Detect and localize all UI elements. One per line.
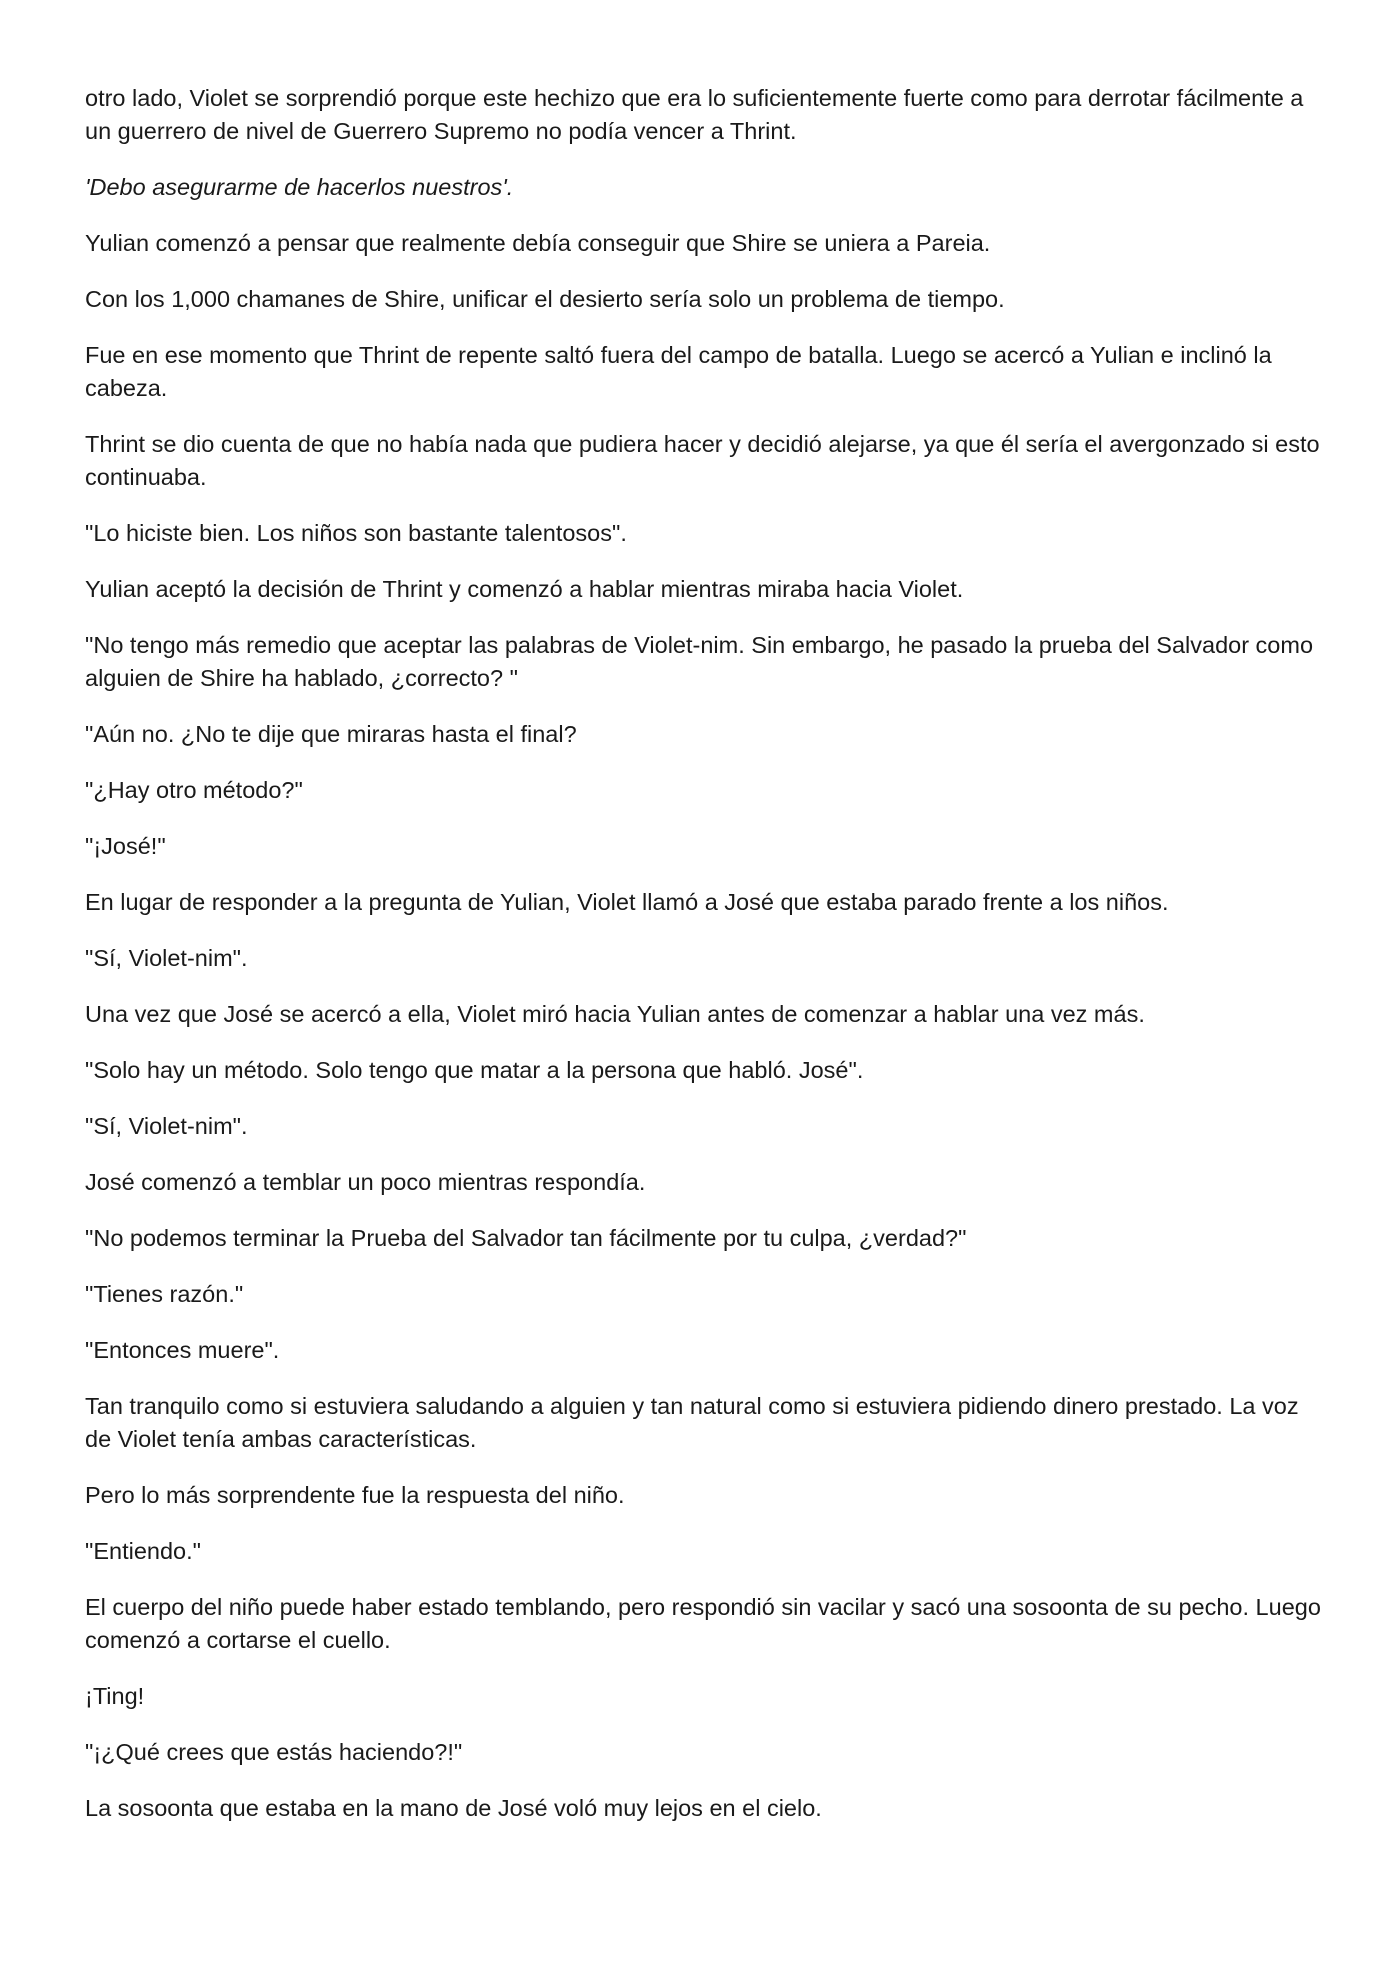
document-body xyxy=(85,82,1330,1848)
paragraph: "¡José!" xyxy=(85,833,166,859)
paragraph: Yulian comenzó a pensar que realmente debía conseguir que Shire se uniera a Pareia. xyxy=(85,230,991,256)
paragraph: "Sí, Violet-nim". xyxy=(85,1113,248,1139)
paragraph: "Aún no. ¿No te dije que miraras hasta el final? xyxy=(85,721,577,747)
paragraph: otro lado, Violet se sorprendió porque este hechizo que era lo suficientemente fuerte como para derrotar fácilmente a un guerrero de nivel de Guerrero Supremo no podía vencer a Thrint. xyxy=(85,85,1304,144)
paragraph: "Entiendo." xyxy=(85,1538,201,1564)
paragraph: Fue en ese momento que Thrint de repente saltó fuera del campo de batalla. Luego se acercó a Yulian e inclinó la cabeza. xyxy=(85,342,1272,401)
paragraph: En lugar de responder a la pregunta de Yulian, Violet llamó a José que estaba parado frente a los niños. xyxy=(85,889,1169,915)
paragraph: José comenzó a temblar un poco mientras respondía. xyxy=(85,1169,646,1195)
paragraph: Thrint se dio cuenta de que no había nada que pudiera hacer y decidió alejarse, ya que él sería el avergonzado si esto continuaba. xyxy=(85,431,1320,490)
paragraph: "¿Hay otro método?" xyxy=(85,777,303,803)
paragraph: Pero lo más sorprendente fue la respuesta del niño. xyxy=(85,1482,625,1508)
paragraph: "Tienes razón." xyxy=(85,1281,244,1307)
paragraph: "Lo hiciste bien. Los niños son bastante talentosos". xyxy=(85,520,627,546)
paragraph: Yulian aceptó la decisión de Thrint y comenzó a hablar mientras miraba hacia Violet. xyxy=(85,576,964,602)
paragraph: "Solo hay un método. Solo tengo que matar a la persona que habló. José". xyxy=(85,1057,864,1083)
paragraph: "Entonces muere". xyxy=(85,1337,280,1363)
paragraph: El cuerpo del niño puede haber estado temblando, pero respondió sin vacilar y sacó una sosoonta de su pecho. Luego comenzó a cortarse el cuello. xyxy=(85,1594,1321,1653)
paragraph: Con los 1,000 chamanes de Shire, unificar el desierto sería solo un problema de tiempo. xyxy=(85,286,1005,312)
paragraph: ¡Ting! xyxy=(85,1683,145,1709)
paragraph: "No tengo más remedio que aceptar las palabras de Violet-nim. Sin embargo, he pasado la prueba del Salvador como alguien de Shire ha hablado, ¿correcto? " xyxy=(85,632,1314,691)
paragraph-italic-thought: 'Debo asegurarme de hacerlos nuestros'. xyxy=(85,174,514,200)
paragraph: Tan tranquilo como si estuviera saludando a alguien y tan natural como si estuviera pidiendo dinero prestado. La voz de Violet tenía ambas características. xyxy=(85,1393,1299,1452)
paragraph: "No podemos terminar la Prueba del Salvador tan fácilmente por tu culpa, ¿verdad?" xyxy=(85,1225,967,1251)
paragraph: "Sí, Violet-nim". xyxy=(85,945,248,971)
paragraph: "¡¿Qué crees que estás haciendo?!" xyxy=(85,1739,463,1765)
paragraph: Una vez que José se acercó a ella, Violet miró hacia Yulian antes de comenzar a hablar una vez más. xyxy=(85,1001,1145,1027)
paragraph: La sosoonta que estaba en la mano de José voló muy lejos en el cielo. xyxy=(85,1795,822,1821)
